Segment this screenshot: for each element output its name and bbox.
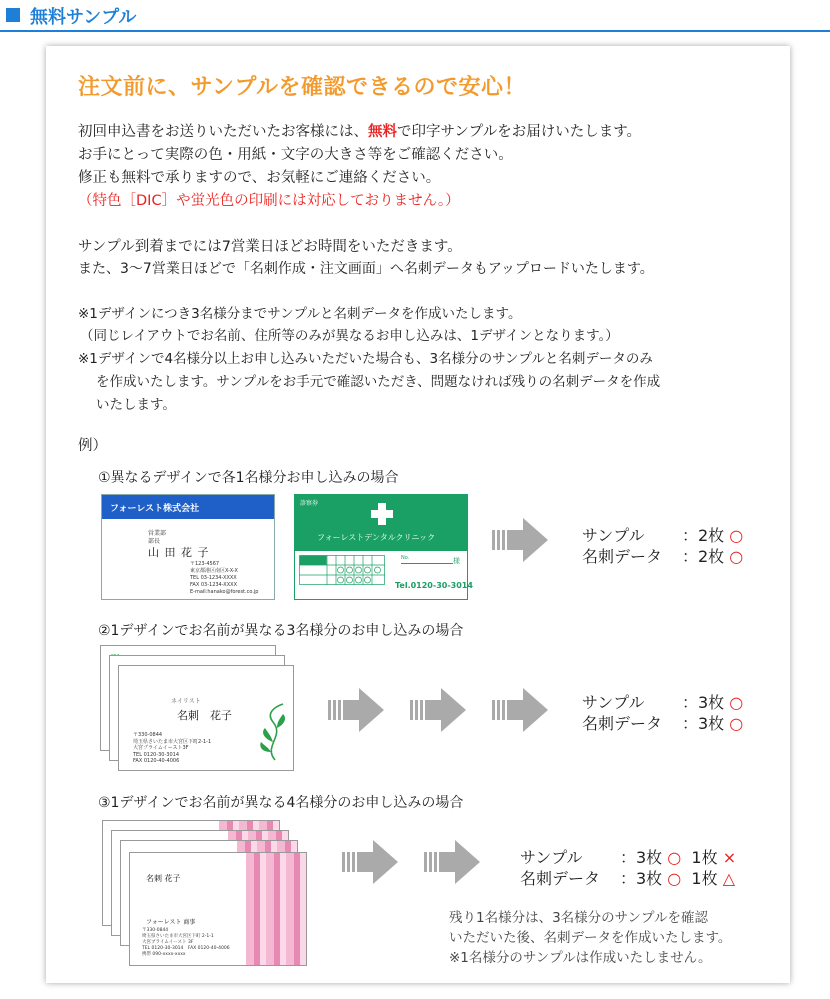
vine-ornament-icon (255, 702, 289, 762)
card-dept: 営業部 (148, 530, 167, 537)
result-value: ：3枚 ○ 1枚 × (620, 848, 737, 867)
pink-stripes (246, 853, 306, 965)
ok-mark: ○ (729, 547, 744, 566)
ok-mark: ○ (729, 693, 744, 712)
intro-text: 初回申込書をお送りいただいたお客様には、 (78, 124, 368, 140)
stacked-card-front (118, 665, 294, 771)
card-addr-line: 大宮ブライムイースト 3F (142, 940, 194, 945)
pending-mark: △ (722, 869, 736, 888)
arrival-line-1: サンプル到着までには7営業日ほどお時間をいただきます。 (78, 239, 462, 255)
headline: 注文前に、サンプルを確認できるので安心！ (78, 75, 527, 100)
section-title: 無料サンプル (30, 7, 137, 28)
arrival-line-2: また、3～7営業日ほどで「名刺作成・注文画面」へ名刺データもアップロードいたします。 (78, 261, 654, 277)
arrow-right-icon (492, 518, 548, 562)
card-role: 部長 (148, 538, 161, 545)
note-3a: ※1デザインで4名様分以上お申し込みいただいた場合も、3名様分のサンプルと名刺データのみ (78, 351, 653, 367)
card-addr-line: 〒330-0844 (133, 732, 163, 738)
card-addr-line: 東京都港区南区X-X-X (190, 568, 238, 574)
sample-card-clinic (294, 494, 473, 600)
case3-note-3: ※1名様分のサンプルは作成いたしません。 (449, 950, 712, 966)
intro-line-2: お手にとって実際の色・用紙・文字の大きさ等をご確認ください。 (78, 147, 513, 163)
stacked-card-front (129, 852, 307, 966)
arrow-right-icon (328, 688, 384, 732)
card-addr-line: TEL 0120-30-3014 FAX 0120-40-4006 (142, 946, 230, 951)
card-name: 山 田 花 子 (148, 546, 210, 559)
card-company: フォーレスト株式会社 (110, 504, 200, 514)
free-emphasis: 無料 (368, 124, 397, 140)
clinic-name-line (401, 563, 453, 564)
case1-title: ①異なるデザインで各1名様分お申し込みの場合 (98, 470, 399, 486)
card-addr-line: 大宮ブライムイースト3F (133, 745, 189, 751)
card-address (133, 732, 211, 765)
ng-mark: × (722, 848, 737, 867)
clinic-tel: Tel.0120-30-3014 (395, 581, 473, 590)
clinic-schedule-table (299, 555, 385, 585)
result-label: 名刺データ (582, 547, 663, 566)
card-name: 名刺 花子 (177, 709, 232, 722)
arrow-right-icon (410, 688, 466, 732)
card-addr-line: 〒123-4567 (190, 561, 220, 567)
result-value: ：2枚 ○ (682, 547, 744, 566)
case2-title: ②1デザインでお名前が異なる3名様分のお申し込みの場合 (98, 623, 464, 639)
card-addr-line: 埼玉県さいたま市大宮区下町 2-1-1 (142, 934, 214, 939)
ok-mark: ○ (667, 869, 682, 888)
card-addr-line: 携帯 090-xxxx-xxxx (142, 952, 186, 957)
example-label: 例） (78, 438, 107, 454)
case3-sample-result (520, 845, 737, 868)
result-label: サンプル (582, 526, 645, 545)
card-addr-line: TEL 03-1234-XXXX (190, 575, 237, 581)
clinic-top-label: 診察券 (300, 500, 319, 507)
note-1: ※1デザインにつき3名様分までサンプルと名刺データを作成いたします。 (78, 306, 522, 322)
case3-title: ③1デザインでお名前が異なる4名様分のお申し込みの場合 (98, 795, 464, 811)
cross-icon (371, 503, 393, 525)
result-label: 名刺データ (582, 714, 663, 733)
result-value: ：3枚 ○ (682, 714, 744, 733)
case2-data-result (582, 711, 744, 734)
ok-mark: ○ (729, 526, 744, 545)
case3-data-result (520, 866, 736, 889)
intro-line-3: 修正も無料で承りますので、お気軽にご連絡ください。 (78, 170, 441, 186)
case1-sample-result (582, 523, 744, 546)
result-label: 名刺データ (520, 869, 601, 888)
note-3c: いたします。 (96, 397, 176, 413)
clinic-name: フォーレストデンタルクリニック (317, 533, 436, 542)
intro-line-1 (78, 120, 641, 141)
card-addr-line: TEL 0120-30-3014 (133, 751, 180, 758)
result-value: ：3枚 ○ 1枚 △ (620, 869, 736, 888)
case1-data-result (582, 544, 744, 567)
result-label: サンプル (582, 693, 645, 712)
square-icon (6, 8, 20, 22)
card-address (190, 561, 258, 596)
result-value: ：3枚 ○ (682, 693, 744, 712)
card-role: ネイリスト (171, 698, 201, 705)
case2-sample-result (582, 690, 744, 713)
note-2: （同じレイアウトでお名前、住所等のみが異なるお申し込みは、1デザインとなります。） (80, 328, 619, 344)
card-name: 名刺 花子 (146, 874, 181, 883)
clinic-no-label: No. (401, 555, 410, 561)
intro-line-4: （特色［DIC］や蛍光色の印刷には対応しておりません。） (78, 193, 460, 209)
card-addr-line: FAX 0120-40-4006 (133, 758, 180, 764)
card-company: フォーレスト 商事 (146, 919, 196, 926)
arrow-right-icon (424, 840, 480, 884)
case3-note-1: 残り1名様分は、3名様分のサンプルを確認 (449, 910, 708, 926)
card-addr-line: 〒330-0844 (142, 928, 169, 933)
card-addr-line: 埼玉県さいたま市大宮区下町2-1-1 (133, 738, 212, 745)
header-divider (0, 30, 830, 32)
section-header (0, 0, 830, 32)
arrow-right-icon (342, 840, 398, 884)
arrow-right-icon (492, 688, 548, 732)
card-addr-line: E-mail:hanako@forest.co.jp (190, 589, 259, 595)
ok-mark: ○ (729, 714, 744, 733)
card-addr-line: FAX 03-1234-XXXX (190, 582, 237, 588)
result-label: サンプル (520, 848, 583, 867)
intro-text: で印字サンプルをお届けいたします。 (397, 124, 642, 140)
ok-mark: ○ (667, 848, 682, 867)
note-3b: を作成いたします。サンプルをお手元で確認いただき、問題なければ残りの名刺データを作成 (96, 374, 661, 390)
card-address (142, 928, 230, 958)
case3-note-2: いただいた後、名刺データを作成いたします。 (449, 930, 732, 946)
result-value: ：2枚 ○ (682, 526, 744, 545)
sample-card-corporate (101, 494, 275, 600)
clinic-sama: 様 (453, 557, 460, 565)
